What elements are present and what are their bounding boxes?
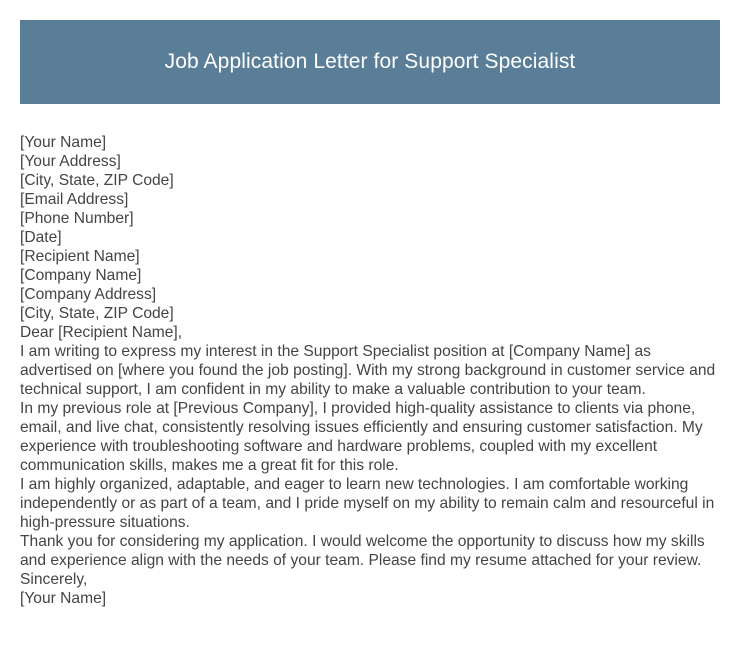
recipient-name: [Recipient Name] [20, 248, 140, 265]
sender-phone: [Phone Number] [20, 210, 134, 227]
sender-address: [Your Address] [20, 153, 121, 170]
paragraph-closing: Thank you for considering my application. I would welcome the opportunity to discuss how my skills and experience align with the needs of your team. Please find my resume attached for your review. [20, 533, 705, 569]
sender-city-state-zip: [City, State, ZIP Code] [20, 172, 174, 189]
page-title: Job Application Letter for Support Specialist [164, 50, 576, 73]
sender-email: [Email Address] [20, 191, 129, 208]
letter-date: [Date] [20, 229, 62, 246]
salutation: Dear [Recipient Name], [20, 324, 183, 341]
recipient-company-address: [Company Address] [20, 286, 157, 303]
signature: [Your Name] [20, 590, 107, 607]
sender-name: [Your Name] [20, 134, 107, 151]
paragraph-intro: I am writing to express my interest in the Support Specialist position at [Company Name] as advertised on [where you found the job posting]. With my strong background in customer service and technical support, I am confident in my ability to make a valuable contribution to your team. [20, 343, 716, 398]
letter-body [20, 133, 720, 608]
paragraph-qualities: I am highly organized, adaptable, and eager to learn new technologies. I am comfortable working independently or as part of a team, and I pride myself on my ability to remain calm and resourceful in high-pressure situations. [20, 476, 715, 531]
recipient-city-state-zip: [City, State, ZIP Code] [20, 305, 174, 322]
title-banner [20, 20, 720, 104]
recipient-company: [Company Name] [20, 267, 142, 284]
paragraph-experience: In my previous role at [Previous Company], I provided high-quality assistance to clients via phone, email, and live chat, consistently resolving issues efficiently and ensuring customer satisfaction. My experience with troubleshooting software and hardware problems, coupled with my excellent communication skills, makes me a great fit for this role. [20, 400, 703, 474]
closing: Sincerely, [20, 571, 88, 588]
